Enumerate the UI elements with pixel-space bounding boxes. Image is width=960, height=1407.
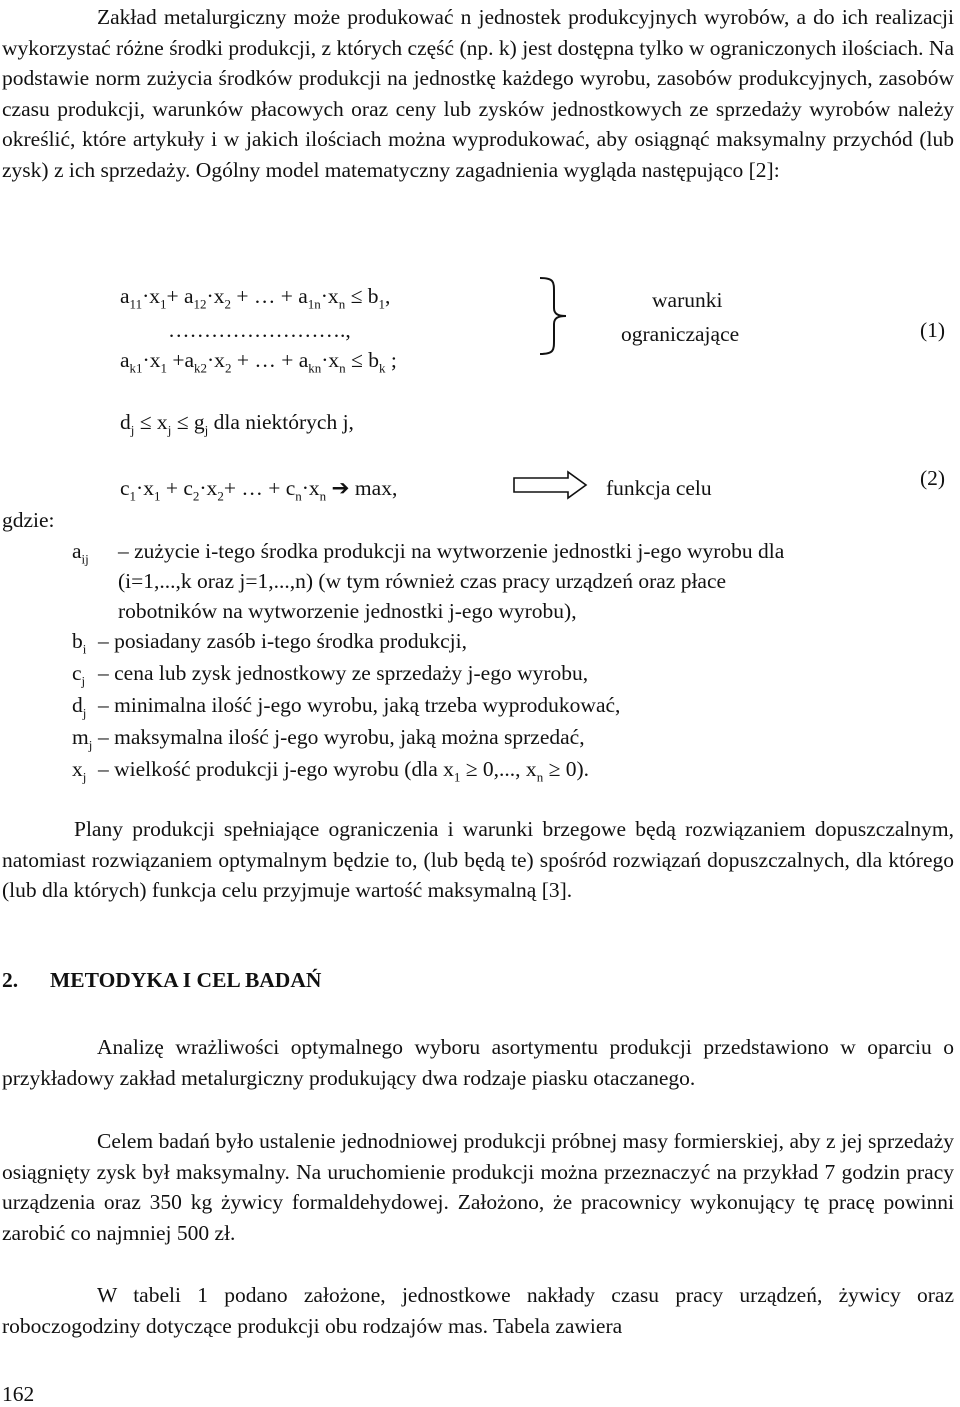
objective-label: funkcja celu — [606, 476, 712, 500]
objective-row: $c_1\cdot x_1 + c_2\cdot x_2+$ … + $c_n\cdot x_n$ ➔ max, — [120, 476, 398, 504]
constraints-label-2: ograniczające — [621, 322, 740, 346]
page-number: 162 — [2, 1382, 35, 1406]
analysis-paragraph: Analizę wrażliwości optymalnego wyboru asortymentu produkcji przedstawiono w oparciu o przykładowy zakład metalurgiczny produkujący dwa rodzaje piasku otaczanego. — [2, 1035, 954, 1090]
objective-tail: max, — [354, 476, 398, 500]
section-heading — [2, 968, 321, 993]
table-paragraph: W tabeli 1 podano założone, jednostkowe nakłady czasu pracy urządzeń, żywicy oraz roboczogodziny dotyczące produkcji obu rodzajów mas. Tabela zawiera — [2, 1283, 954, 1338]
bounds-row: $d_j \le x_j \le g_j$ dla niektórych j, — [120, 410, 354, 438]
legend-item: robotników na wytworzenie jednostki j-ego wyrobu), — [118, 599, 577, 623]
constraint-dots: ……………………., — [168, 318, 351, 342]
legend-item: $b_i$ – posiadany zasób i-tego środka produkcji, — [72, 629, 467, 657]
right-brace-icon — [536, 276, 572, 356]
where-label: gdzie: — [2, 508, 55, 532]
legend-item: (i=1,...,k oraz j=1,...,n) (w tym również czas pracy urządzeń oraz płace — [118, 569, 727, 593]
constraints-label-1: warunki — [652, 288, 723, 312]
legend-item: $c_j$ – cena lub zysk jednostkowy ze sprzedaży j-ego wyrobu, — [72, 661, 589, 689]
equation-number-2: (2) — [920, 466, 946, 490]
implies-arrow-icon — [510, 470, 590, 500]
legend-item: $m_j$ – maksymalna ilość j-ego wyrobu, jaką można sprzedać, — [72, 725, 585, 753]
constraint-last-row: $a_{k1}\cdot x_1 +a_{k2}\cdot x_2$ + … + $a_{kn}\cdot x_n \le b_k$ ; — [120, 348, 397, 376]
intro-paragraph: Zakład metalurgiczny może produkować n jednostek produkcyjnych wyrobów, a do ich realizacji wykorzystać różne środki produkcji, z których część (np. k) jest dostępna tylko w ograniczonych ilościach. Na podstawie norm zużycia środków produkcji na jednostkę każdego wyrobu, zasobów produkcyjnych, zasobów czasu produkcji, warunków płacowych oraz ceny lub zysków jednostkowych ze sprzedaży wyrobów należy określić, które artykuły i w jakich ilościach można wyprodukować, aby osiągnąć maksymalny przychód (lub zysk) z ich sprzedaży. Ogólny model matematyczny zagadnienia wygląda następująco [2]: — [2, 5, 954, 182]
equation-number-1: (1) — [920, 318, 946, 342]
constraint-first-row: $a_{11}\cdot x_1+ a_{12}\cdot x_2$ + … + $a_{1n}\cdot x_n \le b_1$, — [120, 284, 391, 312]
goal-paragraph: Celem badań było ustalenie jednodniowej produkcji próbnej masy formierskiej, aby z jej sprzedaży osiągnięty zysk był maksymalny. Na uruchomienie produkcji można przeznaczyć na przykład 7 godzin pracy urządzenia oraz 350 kg żywicy formaldehydowej. Założono, że pracownicy wykonujący tę pracę powinni zarobić co najmniej 500 zł. — [2, 1129, 954, 1245]
legend-item: $x_j$ – wielkość produkcji j-ego wyrobu (dla $x_1 \ge 0$,..., $x_n \ge 0$). — [72, 757, 590, 785]
legend-item: $a_{ij}$ – zużycie i-tego środka produkcji na wytworzenie jednostki j-ego wyrobu dla — [72, 539, 785, 567]
plans-paragraph: Plany produkcji spełniające ograniczenia i warunki brzegowe będą rozwiązaniem dopuszczalnym, natomiast rozwiązaniem optymalnym będzie to, (lub będą te) spośród rozwiązań dopuszczalnych, dla którego (lub dla których) funkcja celu przyjmuje wartość maksymalną [3]. — [2, 817, 954, 903]
bounds-text: dla niektórych j, — [213, 410, 354, 434]
legend-item: $d_j$ – minimalna ilość j-ego wyrobu, jaką trzeba wyprodukować, — [72, 693, 621, 721]
section-number: 2. — [2, 968, 19, 992]
section-title: METODYKA I CEL BADAŃ — [50, 968, 322, 992]
